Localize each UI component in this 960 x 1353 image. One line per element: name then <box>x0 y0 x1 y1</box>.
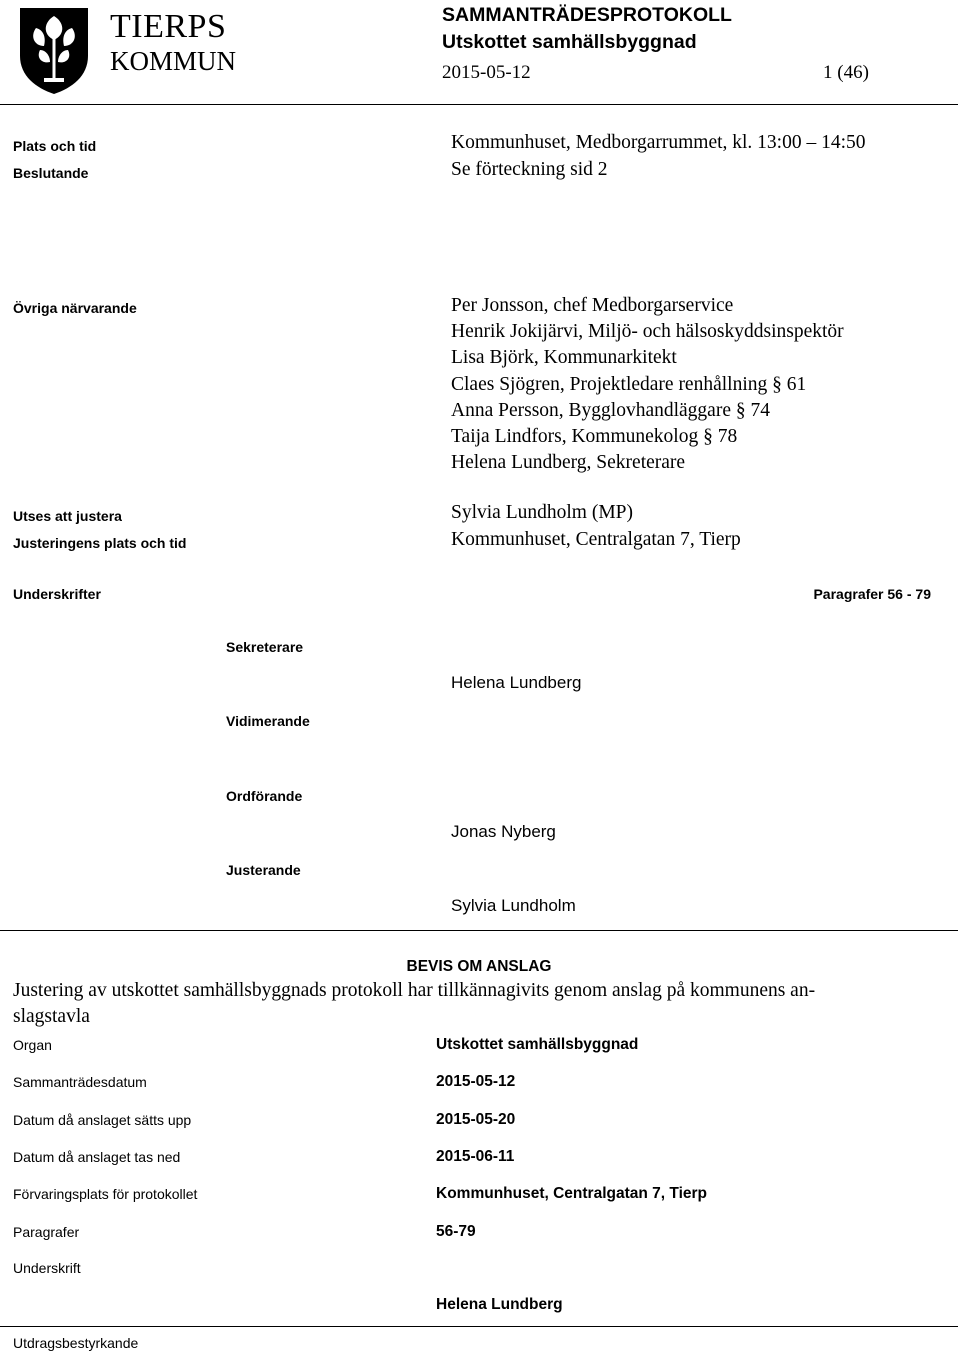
logo-text-kommun: KOMMUN <box>110 46 237 76</box>
posting-date-label: Datum då anslaget sätts upp <box>13 1112 192 1128</box>
removal-date-value: 2015-06-11 <box>436 1148 515 1165</box>
tierps-kommun-logo <box>14 4 237 96</box>
adjuster-label: Justerande <box>226 862 301 878</box>
list-item: Claes Sjögren, Projektledare renhållning § 61 <box>451 373 807 395</box>
deciding-value: Se förteckning sid 2 <box>451 159 608 180</box>
deciding-label: Beslutande <box>13 165 89 181</box>
place-time-value: Kommunhuset, Medborgarrummet, kl. 13:00 – 14:50 <box>451 132 866 153</box>
appointed-adjuster-label: Utses att justera <box>13 508 122 524</box>
list-item: Helena Lundberg, Sekreterare <box>451 452 686 474</box>
storage-label: Förvaringsplats för protokollet <box>13 1186 198 1202</box>
notice-divider <box>0 930 958 931</box>
adjuster-name: Sylvia Lundholm <box>451 896 576 915</box>
secretary-label: Sekreterare <box>226 639 304 655</box>
others-present-list <box>451 293 844 476</box>
secretary-name: Helena Lundberg <box>451 673 582 692</box>
place-time-label: Plats och tid <box>13 138 97 154</box>
meeting-date: 2015-05-12 <box>442 62 531 83</box>
list-item: Anna Persson, Bygglovhandläggare § 74 <box>451 399 770 421</box>
attesting-label: Vidimerande <box>226 713 310 729</box>
organ-value: Utskottet samhällsbyggnad <box>436 1036 639 1053</box>
list-item: Per Jonsson, chef Medborgarservice <box>451 295 734 316</box>
list-item: Henrik Jokijärvi, Miljö- och hälsoskyddsinspektör <box>451 321 844 343</box>
header-divider <box>0 104 958 105</box>
adjustment-place-value: Kommunhuset, Centralgatan 7, Tierp <box>451 529 741 550</box>
notice-paragraphs-label: Paragrafer <box>13 1224 80 1240</box>
organ-label: Organ <box>13 1037 52 1053</box>
appointed-adjuster-value: Sylvia Lundholm (MP) <box>451 502 634 523</box>
storage-value: Kommunhuset, Centralgatan 7, Tierp <box>436 1185 708 1202</box>
posting-date-value: 2015-05-20 <box>436 1111 516 1128</box>
chair-label: Ordförande <box>226 788 303 804</box>
logo-text-tierps: TIERPS <box>110 8 227 45</box>
notice-text-line-2: slagstavla <box>13 1006 90 1027</box>
footer-divider <box>0 1326 958 1327</box>
signature-label: Underskrift <box>13 1260 81 1276</box>
meeting-date-value: 2015-05-12 <box>436 1073 516 1090</box>
adjustment-place-label: Justeringens plats och tid <box>13 535 187 551</box>
committee-name: Utskottet samhällsbyggnad <box>442 31 697 53</box>
page-number: 1 (46) <box>823 62 869 83</box>
removal-date-label: Datum då anslaget tas ned <box>13 1149 181 1165</box>
others-present-label: Övriga närvarande <box>13 300 137 316</box>
certification-label: Utdragsbestyrkande <box>13 1335 139 1351</box>
chair-name: Jonas Nyberg <box>451 822 556 841</box>
notice-text-line-1: Justering av utskottet samhällsbyggnads protokoll har tillkännagivits genom anslag på kommunens an- <box>13 980 816 1001</box>
signature-name: Helena Lundberg <box>436 1296 563 1313</box>
signatures-label: Underskrifter <box>13 586 101 602</box>
paragraphs-range: Paragrafer 56 - 79 <box>813 586 931 602</box>
list-item: Lisa Björk, Kommunarkitekt <box>451 347 677 369</box>
notice-title: BEVIS OM ANSLAG <box>406 958 552 975</box>
notice-paragraphs-value: 56-79 <box>436 1223 476 1240</box>
meeting-date-label: Sammanträdesdatum <box>13 1074 147 1090</box>
list-item: Taija Lindfors, Kommunekolog § 78 <box>451 425 738 447</box>
coat-of-arms-icon <box>14 4 94 96</box>
document-title: SAMMANTRÄDESPROTOKOLL <box>442 4 732 26</box>
